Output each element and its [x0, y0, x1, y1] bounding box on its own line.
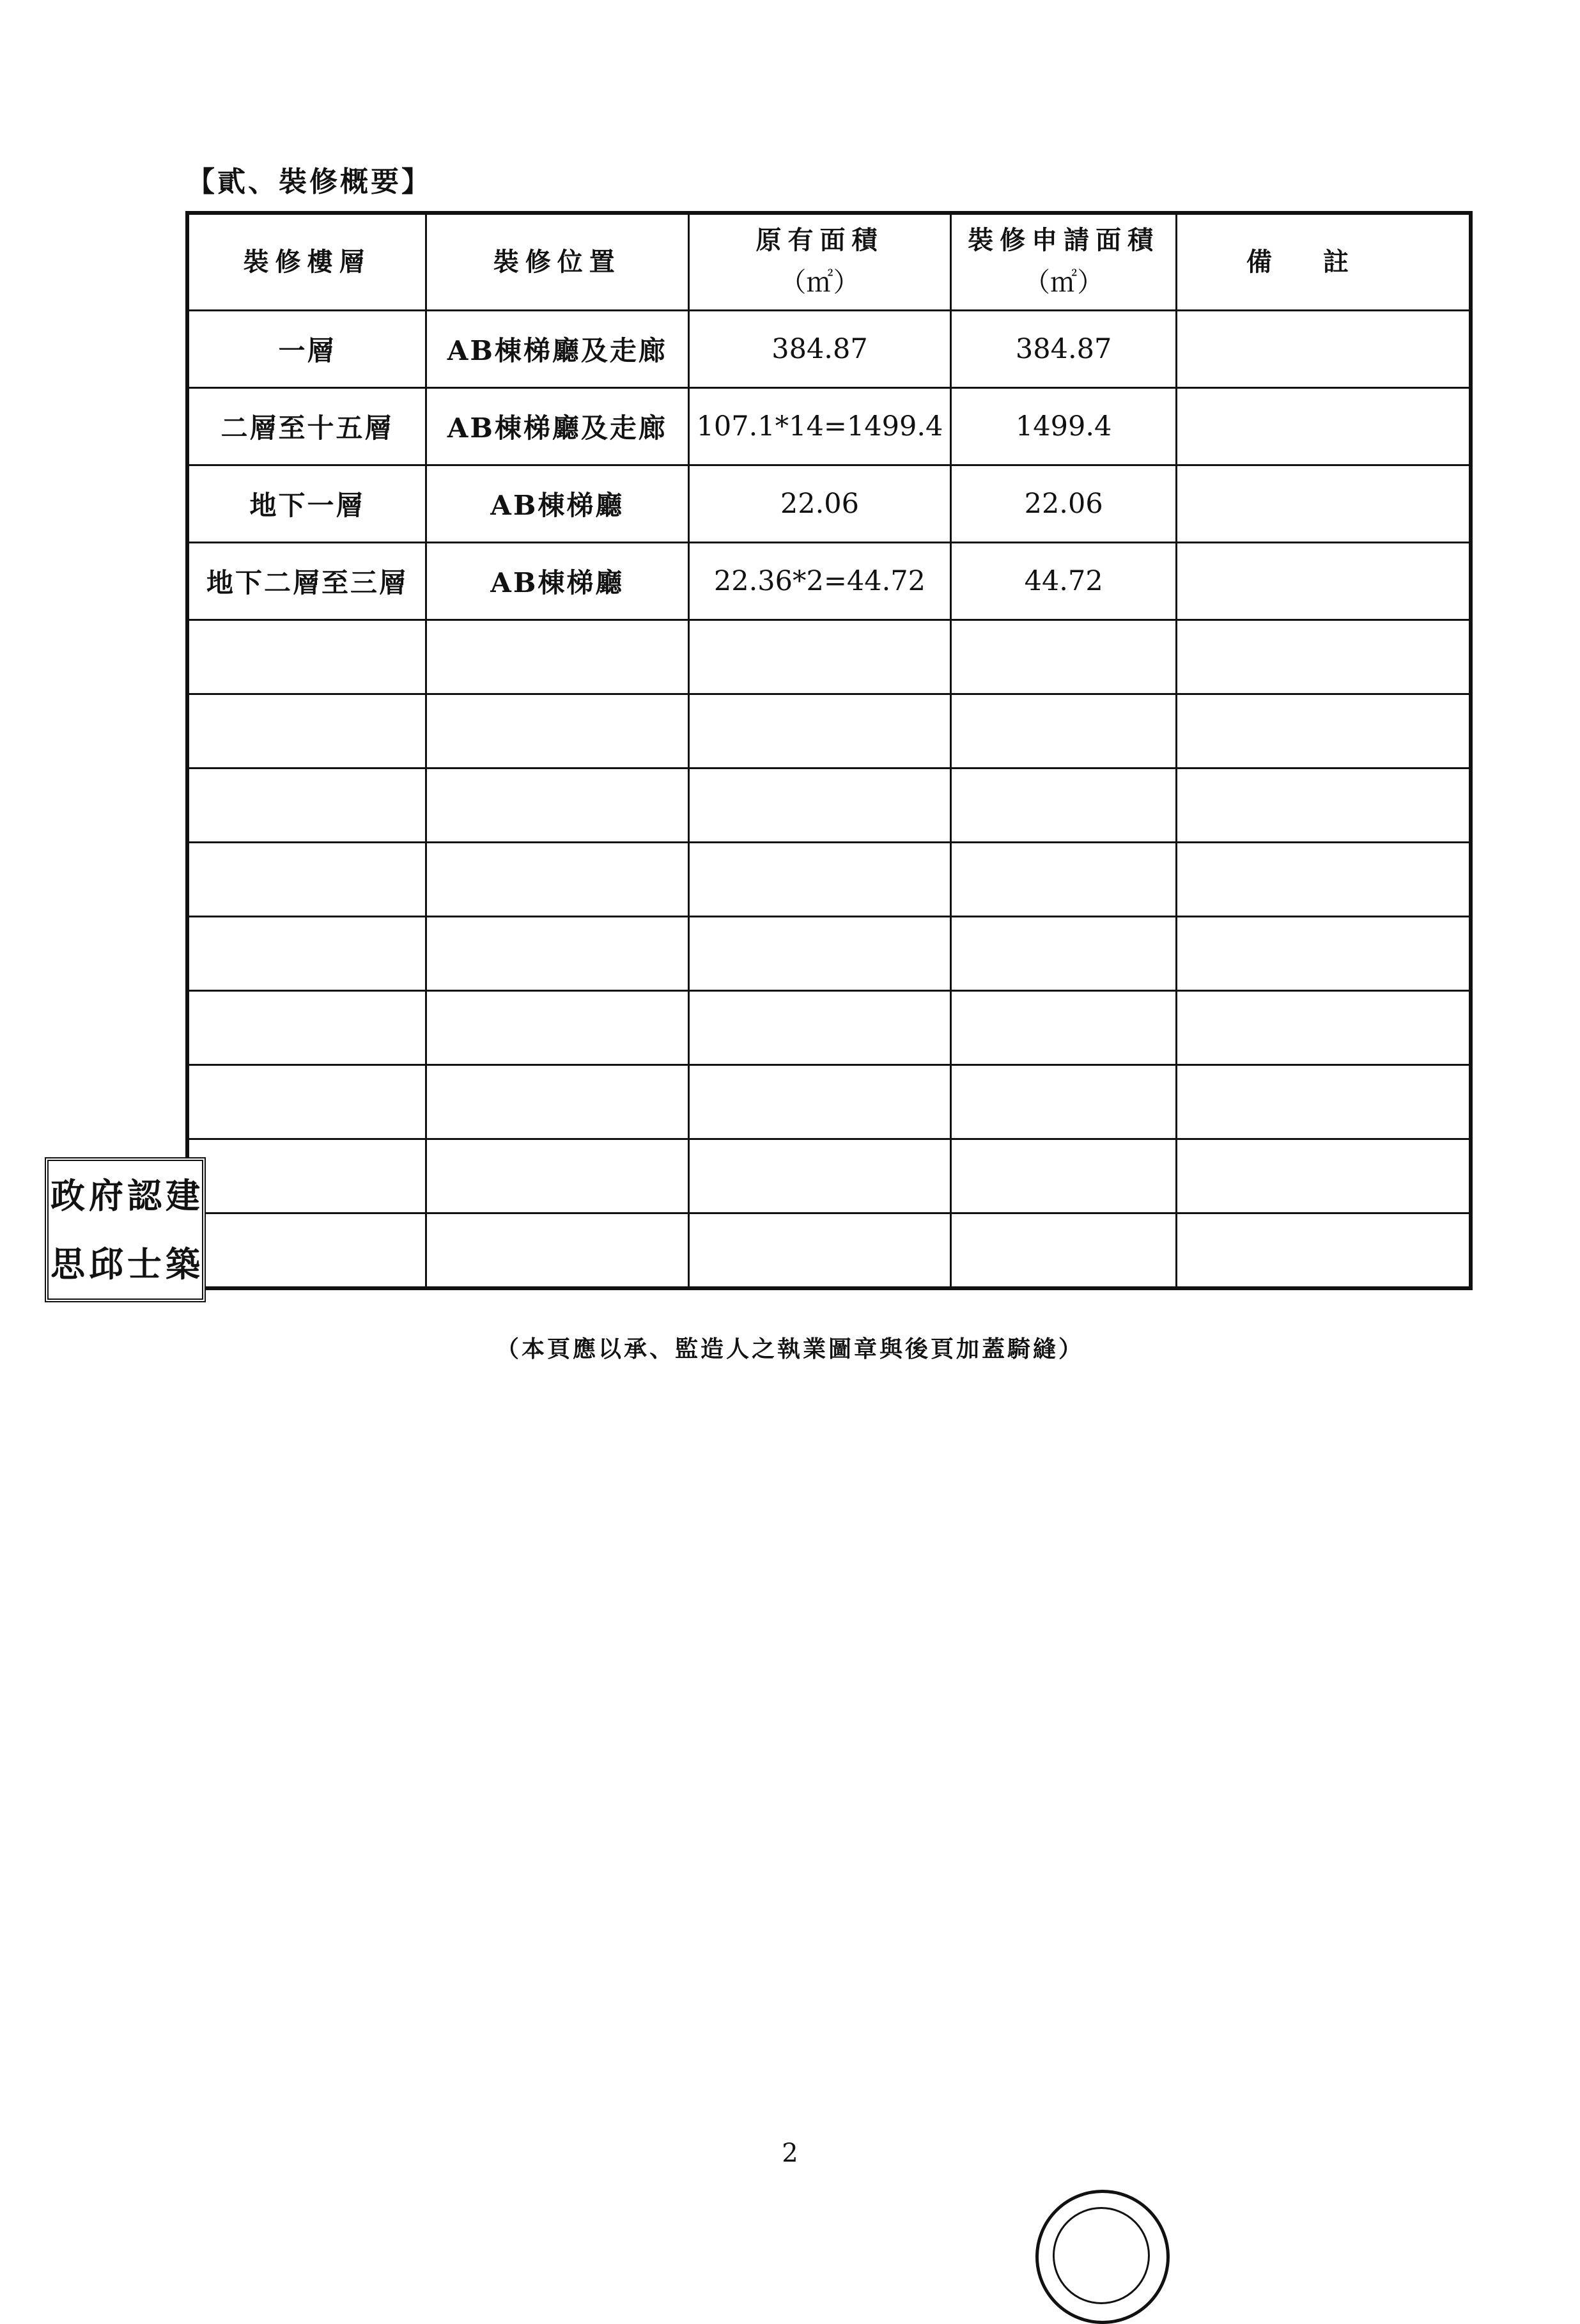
empty-cell	[187, 620, 426, 694]
empty-cell	[951, 1065, 1177, 1139]
header-applied-area-unit: （㎡）	[1023, 267, 1104, 299]
empty-cell	[951, 1139, 1177, 1213]
empty-cell	[1177, 768, 1471, 843]
empty-cell	[1177, 694, 1471, 768]
page-number: 2	[782, 2139, 798, 2168]
empty-cell	[1177, 843, 1471, 917]
empty-cell	[426, 620, 688, 694]
empty-cell	[1177, 620, 1471, 694]
empty-cell	[951, 620, 1177, 694]
empty-cell	[187, 917, 426, 991]
empty-cell	[688, 1213, 951, 1289]
empty-table-row	[187, 694, 1471, 768]
table-row	[187, 311, 1471, 388]
empty-cell	[187, 991, 426, 1065]
empty-cell	[951, 991, 1177, 1065]
empty-cell	[688, 768, 951, 843]
empty-cell	[426, 1213, 688, 1289]
empty-cell	[951, 1213, 1177, 1289]
empty-table-row	[187, 843, 1471, 917]
empty-cell	[951, 917, 1177, 991]
empty-cell	[187, 1213, 426, 1289]
empty-cell	[187, 1065, 426, 1139]
row-location: AB棟梯廳	[426, 465, 688, 543]
empty-cell	[187, 768, 426, 843]
row-applied-area: 22.06	[951, 465, 1177, 543]
row-applied-area: 1499.4	[951, 388, 1177, 465]
row-floor: 地下一層	[187, 465, 426, 543]
empty-cell	[1177, 991, 1471, 1065]
header-location: 裝修位置	[426, 213, 688, 311]
header-applied-area-label: 裝修申請面積	[968, 225, 1160, 256]
table-row	[187, 388, 1471, 465]
row-remarks	[1177, 543, 1471, 620]
empty-cell	[426, 694, 688, 768]
empty-cell	[1177, 1213, 1471, 1289]
row-original-area: 22.06	[688, 465, 951, 543]
empty-cell	[426, 1065, 688, 1139]
empty-cell	[951, 694, 1177, 768]
seal-glyph: 邱	[89, 1244, 123, 1285]
seal-glyph: 建	[166, 1174, 200, 1216]
header-remarks: 備註	[1177, 213, 1471, 311]
empty-table-row	[187, 1065, 1471, 1139]
empty-table-row	[187, 991, 1471, 1065]
renovation-summary-table	[185, 211, 1473, 1290]
empty-cell	[951, 768, 1177, 843]
empty-cell	[1177, 917, 1471, 991]
row-original-area: 107.1*14=1499.4	[688, 388, 951, 465]
architect-seal-stamp	[45, 1157, 206, 1302]
empty-cell	[688, 1065, 951, 1139]
seal-glyph: 築	[166, 1244, 200, 1285]
empty-cell	[426, 768, 688, 843]
row-location: AB棟梯廳及走廊	[426, 388, 688, 465]
renovation-summary-table-wrap	[185, 211, 1473, 1290]
empty-table-row	[187, 768, 1471, 843]
empty-cell	[688, 843, 951, 917]
empty-cell	[1177, 1139, 1471, 1213]
header-floor: 裝修樓層	[187, 213, 426, 311]
row-floor: 地下二層至三層	[187, 543, 426, 620]
empty-cell	[688, 1139, 951, 1213]
seal-glyph: 認	[127, 1174, 162, 1216]
row-location: AB棟梯廳及走廊	[426, 311, 688, 388]
seal-glyph: 思	[50, 1244, 85, 1285]
partial-seal-stamp-icon	[1035, 2190, 1170, 2324]
header-original-area-unit: （㎡）	[779, 267, 860, 299]
empty-cell	[426, 991, 688, 1065]
empty-cell	[1177, 1065, 1471, 1139]
empty-cell	[426, 1139, 688, 1213]
row-original-area: 384.87	[688, 311, 951, 388]
empty-cell	[688, 917, 951, 991]
seal-glyph: 府	[89, 1174, 123, 1216]
empty-cell	[187, 694, 426, 768]
empty-cell	[688, 991, 951, 1065]
empty-table-row	[187, 917, 1471, 991]
empty-table-row	[187, 620, 1471, 694]
empty-cell	[426, 843, 688, 917]
row-floor: 二層至十五層	[187, 388, 426, 465]
section-title: 【貳、裝修概要】	[187, 166, 432, 198]
row-floor: 一層	[187, 311, 426, 388]
empty-cell	[951, 843, 1177, 917]
footnote: （本頁應以承、監造人之執業圖章與後頁加蓋騎縫）	[495, 1336, 1084, 1362]
header-original-area-label: 原有面積	[755, 225, 884, 256]
empty-table-row	[187, 1139, 1471, 1213]
table-header-row	[187, 213, 1471, 311]
empty-cell	[688, 620, 951, 694]
empty-cell	[187, 1139, 426, 1213]
header-original-area	[688, 213, 951, 311]
row-applied-area: 44.72	[951, 543, 1177, 620]
header-applied-area	[951, 213, 1177, 311]
row-location: AB棟梯廳	[426, 543, 688, 620]
empty-table-row	[187, 1213, 1471, 1289]
empty-cell	[187, 843, 426, 917]
row-remarks	[1177, 465, 1471, 543]
empty-cell	[688, 694, 951, 768]
seal-glyph: 士	[127, 1244, 162, 1285]
seal-glyph: 政	[50, 1174, 85, 1216]
row-original-area: 22.36*2=44.72	[688, 543, 951, 620]
row-applied-area: 384.87	[951, 311, 1177, 388]
table-row	[187, 465, 1471, 543]
empty-cell	[426, 917, 688, 991]
row-remarks	[1177, 388, 1471, 465]
table-row	[187, 543, 1471, 620]
row-remarks	[1177, 311, 1471, 388]
